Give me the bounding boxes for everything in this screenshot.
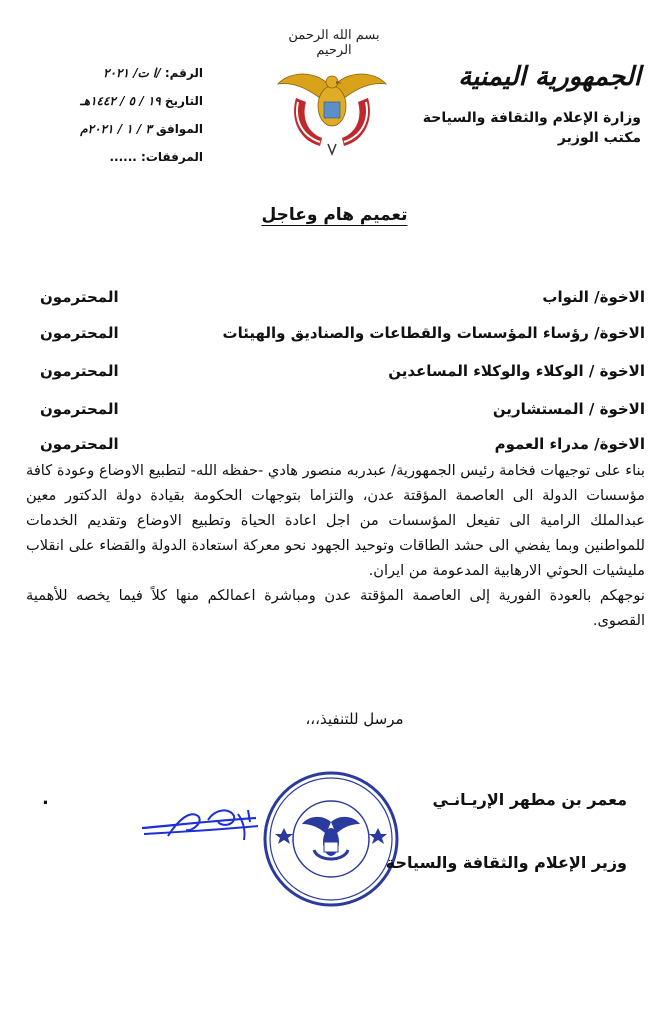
date-hijri: التاريخ ١٩ / ٥ / ١٤٤٢هـ: [80, 94, 203, 108]
addressee-row: [40, 362, 645, 386]
handwritten-signature-icon: [138, 800, 268, 850]
signatory-title: وزير الإعلام والثقافة والسياحة: [385, 853, 627, 872]
letter-body: [26, 458, 645, 633]
addressee-honorific: المحترمون: [40, 400, 119, 418]
body-paragraph: نوجهكم بالعودة الفورية إلى العاصمة المؤقتة عدن ومباشرة اعمالكم منها كلاً فيما يخصه للأهمية القصوى.: [26, 587, 645, 629]
addressee-row: [40, 400, 645, 424]
addressee-honorific: المحترمون: [40, 288, 119, 306]
addressee-row: [40, 288, 645, 312]
addressee-honorific: المحترمون: [40, 324, 119, 342]
official-ministry-seal-icon: [262, 770, 400, 908]
addressee-name: الاخوة/ النواب: [542, 288, 645, 306]
dot-mark: .: [42, 788, 49, 809]
closing-line: مرسل للتنفيذ،،،: [305, 710, 404, 728]
addressee-name: الاخوة/ مدراء العموم: [494, 435, 645, 453]
reference-number: الرقم: /ا ت/ ٢٠٢١: [103, 66, 203, 80]
ministry-name: وزارة الإعلام والثقافة والسياحة: [422, 110, 641, 126]
addressee-honorific: المحترمون: [40, 362, 119, 380]
republic-name-calligraphy: الجمهورية اليمنية: [458, 62, 641, 92]
signatory-name: معمر بن مطهر الإريـانـي: [432, 790, 627, 809]
addressee-row: [40, 435, 645, 459]
attachments: المرفقات: ......: [109, 150, 203, 164]
date-gregorian: الموافق ٣ / ١ / ٢٠٢١م: [80, 122, 203, 136]
addressee-name: الاخوة/ رؤساء المؤسسات والقطاعات والصناديق والهيئات: [222, 324, 645, 342]
addressee-name: الاخوة / المستشارين: [492, 400, 645, 418]
addressee-name: الاخوة / الوكلاء والوكلاء المساعدين: [388, 362, 645, 380]
addressee-honorific: المحترمون: [40, 435, 119, 453]
office-name: مكتب الوزير: [557, 130, 641, 146]
body-paragraph: بناء على توجيهات فخامة رئيس الجمهورية/ عبدربه منصور هادي -حفظه الله- لتطبيع الاوضاع وعودة كافة مؤسسات الدولة الى العاصمة المؤقتة عدن، والتزاما بتوجهات الحكومة بقيادة دولة الدكتور معين عبدالملك الرامية الى تفيعل المؤسسات من اجل اعادة الحياة وتطبيع الاوضاع وتقديم الخدمات للمواطنين وبما يفضي الى حشد الطاقات وتوحيد الجهود نحو معركة استعادة الدولة والقضاء على انقلاب مليشيات الحوثي الارهابية المدعومة من ايران.: [26, 462, 645, 579]
addressee-row: [40, 324, 645, 348]
yemen-eagle-emblem-icon: [276, 58, 388, 158]
basmala-calligraphy: بسم الله الرحمن الرحيم: [288, 28, 380, 58]
document-title: تعميم هام وعاجل: [261, 205, 408, 225]
